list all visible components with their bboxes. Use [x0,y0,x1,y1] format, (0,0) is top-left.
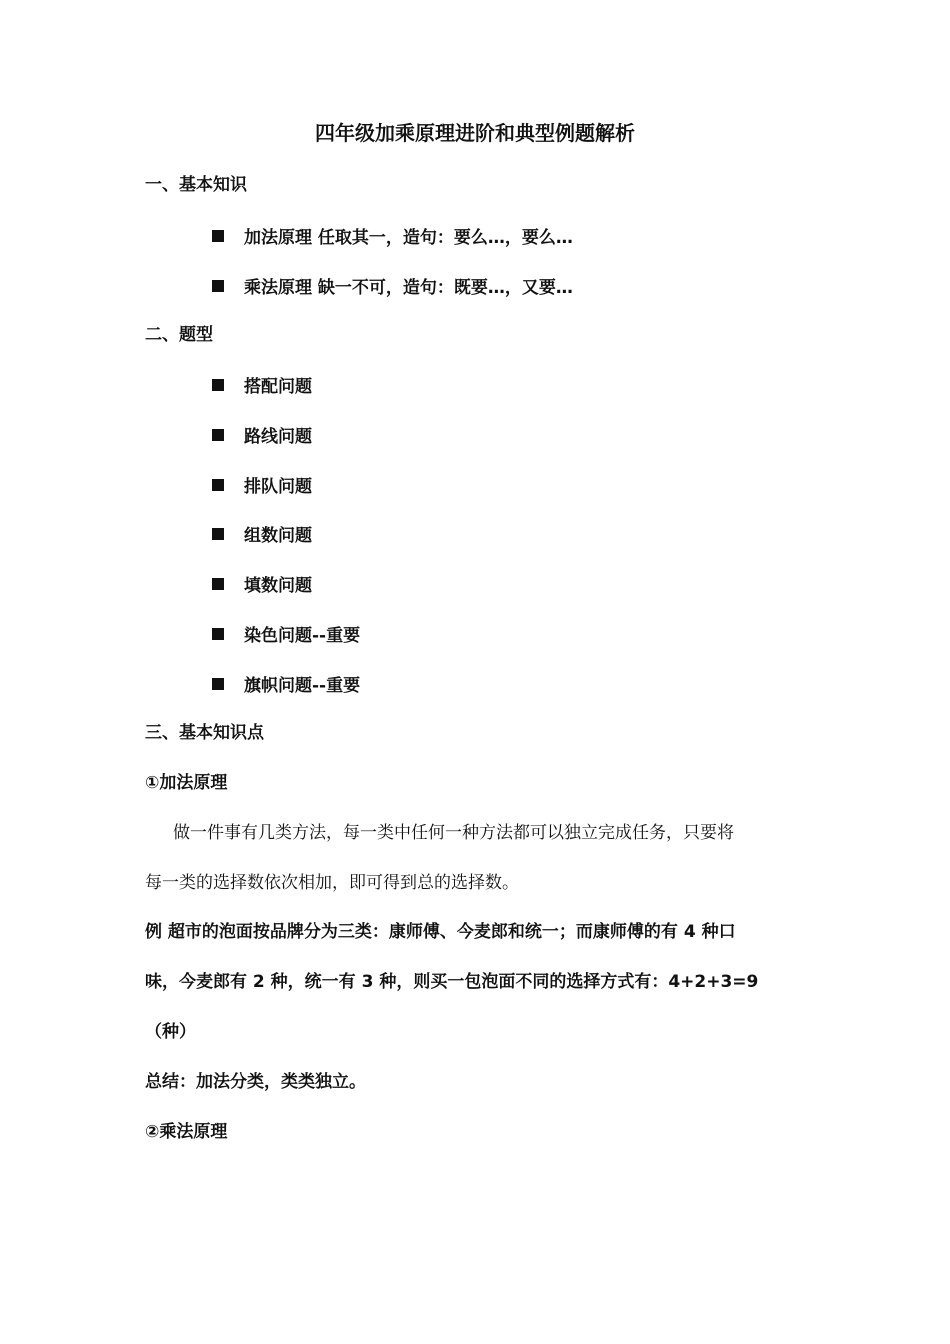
bullet-question-type [212,374,312,400]
section-heading-key-points: 三、基本知识点 [145,723,264,743]
summary-line: 总结：加法分类，类类独立。 [145,1072,366,1092]
example-line: 例 超市的泡面按品牌分为三类：康师傅、今麦郎和统一；而康师傅的有 4 种口 [145,922,736,942]
section-heading-question-types: 二、题型 [145,325,213,345]
paragraph-line: 每一类的选择数依次相加，即可得到总的选择数。 [145,873,519,893]
bullet-question-type [212,673,360,699]
bullet-text: 填数问题 [244,576,312,596]
bullet-multiplication-principle [212,275,573,301]
paragraph-line: 做一件事有几类方法，每一类中任何一种方法都可以独立完成任务，只要将 [173,823,734,843]
bullet-text: 排队问题 [244,477,312,497]
bullet-addition-principle [212,225,573,251]
square-bullet-icon [212,528,224,540]
bullet-text: 旗帜问题--重要 [244,676,361,696]
example-line: （种） [145,1022,196,1042]
bullet-text: 路线问题 [244,427,312,447]
square-bullet-icon [212,578,224,590]
bullet-text: 染色问题--重要 [244,626,361,646]
bullet-text: 搭配问题 [244,377,312,397]
bullet-question-type [212,523,312,549]
section-heading-basic-knowledge: 一、基本知识 [145,175,247,195]
bullet-question-type [212,424,312,450]
square-bullet-icon [212,230,224,242]
square-bullet-icon [212,280,224,292]
bullet-question-type [212,573,312,599]
bullet-text: 乘法原理 缺一不可，造句：既要…，又要… [244,278,573,298]
bullet-text: 组数问题 [244,526,312,546]
bullet-text: 加法原理 任取其一，造句：要么…，要么… [244,228,573,248]
subheading-addition-principle: ①加法原理 [145,773,228,793]
subheading-multiplication-principle: ②乘法原理 [145,1122,228,1142]
example-line: 味，今麦郎有 2 种，统一有 3 种，则买一包泡面不同的选择方式有：4+2+3=9 [145,972,759,992]
square-bullet-icon [212,479,224,491]
square-bullet-icon [212,628,224,640]
square-bullet-icon [212,379,224,391]
bullet-question-type [212,623,360,649]
document-title: 四年级加乘原理进阶和典型例题解析 [315,121,635,145]
bullet-question-type [212,474,312,500]
square-bullet-icon [212,429,224,441]
square-bullet-icon [212,678,224,690]
